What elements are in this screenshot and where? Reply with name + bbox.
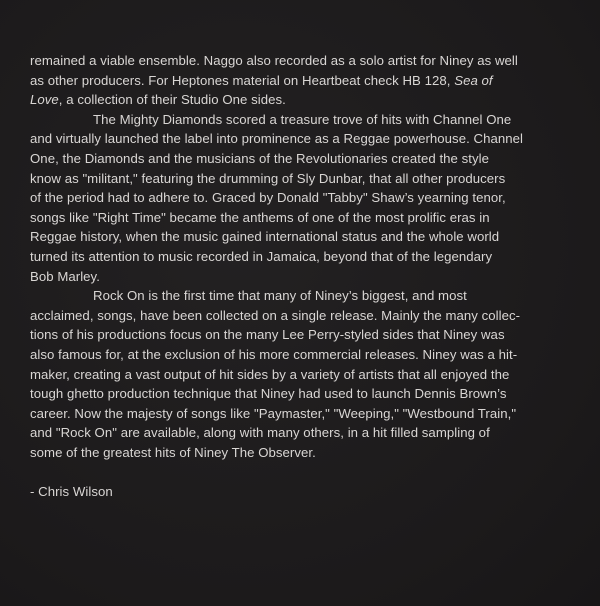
paragraph-1-line-2 xyxy=(30,71,570,91)
paragraph-2-line-4: know as "militant," featuring the drumming of Sly Dunbar, that all other producers xyxy=(30,170,506,186)
paragraph-2-line-8: turned its attention to music recorded in Jamaica, beyond that of the legendary xyxy=(30,248,493,264)
paragraph-3-line-3: tions of his productions focus on the many Lee Perry-styled sides that Niney was xyxy=(30,327,505,343)
paragraph-2-line-7: Reggae history, when the music gained international status and the whole world xyxy=(30,229,500,245)
author-signature: - Chris Wilson xyxy=(30,484,113,500)
paragraph-3-line-6: tough ghetto production technique that Niney had used to launch Dennis Brown’s xyxy=(30,386,507,402)
paragraph-2-line-3: One, the Diamonds and the musicians of the Revolutionaries created the style xyxy=(30,150,490,166)
paragraph-3-line-2: acclaimed, songs, have been collected on a single release. Mainly the many collec- xyxy=(30,307,521,323)
paragraph-3-line-8: and "Rock On" are available, along with many others, in a hit filled sampling of xyxy=(30,425,490,441)
paragraph-2-line-6: songs like "Right Time" became the anthems of one of the most prolific eras in xyxy=(30,209,490,225)
paragraph-2-line-1: The Mighty Diamonds scored a treasure trove of hits with Channel One xyxy=(93,111,512,127)
paragraph-1-line-3 xyxy=(30,90,570,110)
paragraph-2-line-2: and virtually launched the label into prominence as a Reggae powerhouse. Channel xyxy=(30,131,523,147)
paragraph-2-line-5: of the period had to adhere to. Graced by Donald "Tabby" Shaw’s yearning tenor, xyxy=(30,190,506,206)
paragraph-1-line-3-text: , a collection of their Studio One sides. xyxy=(58,92,286,108)
paragraph-1-line-1: remained a viable ensemble. Naggo also recorded as a solo artist for Niney as well xyxy=(30,53,518,68)
album-title-italic-part-2: Love xyxy=(30,92,59,108)
paragraph-3-line-4: also famous for, at the exclusion of his more commercial releases. Niney was a hit- xyxy=(30,346,518,362)
liner-notes-text xyxy=(30,51,570,502)
paragraph-3-line-1: Rock On is the first time that many of Niney’s biggest, and most xyxy=(93,288,467,304)
spacer xyxy=(30,462,570,482)
paragraph-3-line-5: maker, creating a vast output of hit sides by a variety of artists that all enjoyed the xyxy=(30,366,510,382)
paragraph-3-line-9: some of the greatest hits of Niney The Observer. xyxy=(30,444,316,460)
paragraph-1-line-2-text: as other producers. For Heptones material on Heartbeat check HB 128, xyxy=(30,72,451,88)
album-title-italic-part-1: Sea of xyxy=(454,72,493,88)
paragraph-3-line-7: career. Now the majesty of songs like "Paymaster," "Weeping," "Westbound Train," xyxy=(30,405,517,421)
paragraph-2-line-9: Bob Marley. xyxy=(30,268,100,284)
